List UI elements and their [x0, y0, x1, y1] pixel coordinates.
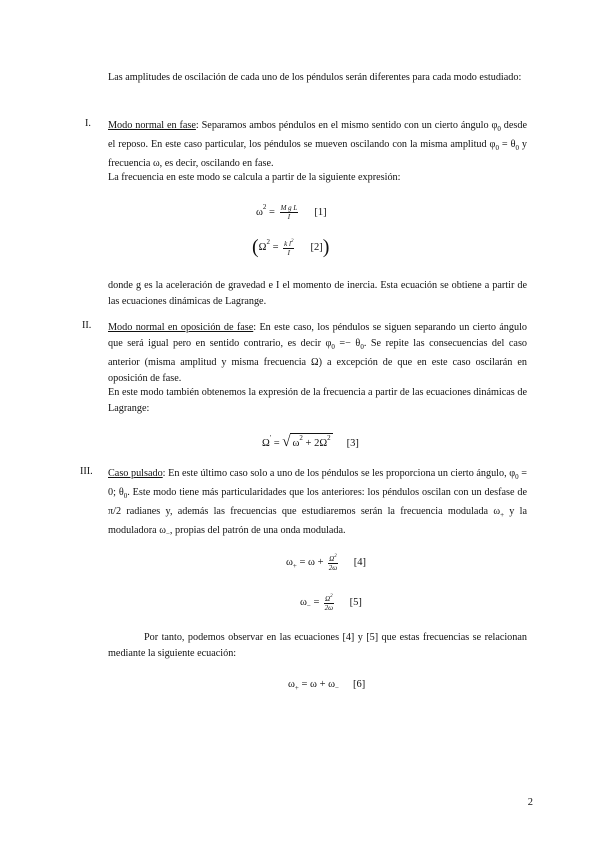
phi-symbol: φ [491, 120, 498, 131]
item-ii-title: Modo normal en oposición de fase [108, 322, 254, 333]
item-ii-paragraph [108, 320, 527, 387]
sub-zero: 0 [497, 125, 501, 133]
equation-2: ($\Omega^2$ = $\frac{k l^2}{I}$ [2]) [252, 236, 330, 258]
page-number: 2 [527, 797, 533, 808]
numeral-iii: III. [80, 466, 93, 477]
equation-6: $\omega_+ = \omega + \omega_-$ [6] [288, 679, 366, 692]
item-i-text1: : Separamos ambos péndulos en el mismo sentido con un cierto ángulo [195, 120, 492, 131]
item-ii-text1: : En este caso, los péndulos se siguen separando un cierto ángulo que será igual pero en sentido contrario, es decir [108, 322, 527, 349]
item-i-title: Modo normal en fase [108, 120, 196, 131]
equation-3: Ω' = √ $\omega^2 + 2\Omega^2$ [3] [262, 434, 359, 450]
item-i-text4: La frecuencia en este modo se calcula a partir de la siguiente expresión: [108, 172, 401, 183]
item-i-paragraph [108, 118, 527, 172]
sub-zero: 0 [123, 492, 128, 500]
inline-eq-phi: φ [325, 338, 332, 349]
item-ii-text3: En este modo también obtenemos la expresión de la frecuencia a partir de las ecuaciones dinámicas de Lagrange: [108, 387, 527, 414]
item-ii-text2: . Se repite las consecuencias del caso anterior (misma amplitud y misma frecuencia Ω) a excepción de que en este caso oscilarán en oposición de fase. [108, 338, 527, 384]
equation-5: $\omega_-$ = $\frac{\Omega^2}{2\omega}$ [5] [300, 594, 362, 612]
item-iii-title: Caso pulsado [108, 468, 163, 479]
item-iii-text3: y la moduladora [108, 506, 527, 536]
sub-zero: 0 [495, 144, 499, 152]
inline-eq-theta: = 0; θ [108, 468, 527, 498]
inline-eq-phi: φ [489, 139, 496, 150]
sub-zero: 0 [331, 343, 335, 351]
omega-plus: ω [493, 506, 501, 517]
where-paragraph: donde g es la aceleración de gravedad e I el momento de inercia. Esta ecuación se obtiene a partir de las ecuaciones dinámicas de Lagrange. [108, 280, 527, 307]
item-iii-text1: : En este último caso solo a uno de los péndulos se les proporciona un cierto ángulo, [162, 468, 510, 479]
item-iii-paragraph [108, 466, 527, 542]
item-iii-text4: , propias del patrón de una onda modulada. [169, 525, 346, 536]
omega-minus: ω [159, 525, 166, 536]
sub-zero: 0 [515, 144, 519, 152]
numeral-i: I. [85, 118, 91, 129]
equation-4: $\omega_+ = \omega$ + $\frac{\Omega^2}{2\omega}$ [4] [286, 554, 366, 572]
item-iii-text2: . Este modo tiene más particularidades que los anteriores: los péndulos oscilan con un desfase de π/2 radianes y, además las frecuencias que estudiaremos serán la frecuencia modulada [108, 487, 527, 517]
intro-paragraph: Las amplitudes de oscilación de cada uno de los péndulos serán diferentes para cada modo estudiado: [108, 72, 522, 83]
equation-1: $\omega^2$ = $\frac{\text{M g L}}{I}$ [1] [256, 203, 327, 222]
numeral-ii: II. [82, 320, 92, 331]
inline-eq-phi: φ [509, 468, 516, 479]
inline-eq-theta: =− θ [334, 338, 361, 349]
sub-plus: + [500, 511, 505, 519]
item-i-text3: y frecuencia ω, es decir, oscilando en fase. [108, 139, 527, 169]
item-i-text2: desde el reposo. En este caso particular, los péndulos se mueven oscilando con la misma amplitud [108, 120, 527, 150]
sub-minus: − [165, 530, 170, 538]
inline-eq-theta: = θ [498, 139, 516, 150]
por-tanto-paragraph: Por tanto, podemos observar en las ecuaciones [4] y [5] que estas frecuencias se relacionan mediante la siguiente ecuación: [108, 632, 527, 659]
sub-zero: 0 [515, 473, 519, 481]
sub-zero: 0 [360, 343, 364, 351]
